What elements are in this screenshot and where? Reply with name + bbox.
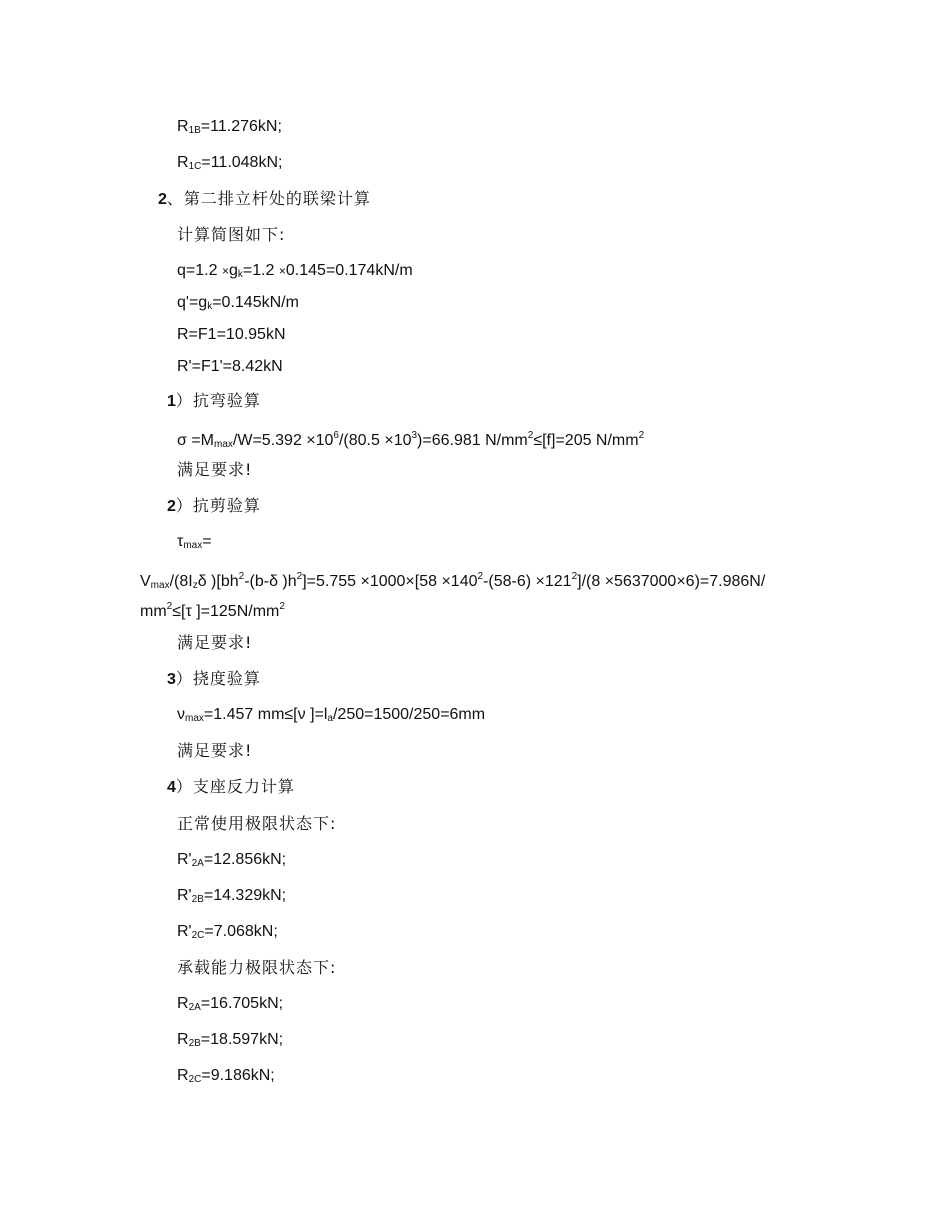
superscript: 2 <box>238 571 245 582</box>
check-4-heading <box>167 777 295 798</box>
subscript: 2A <box>191 858 204 869</box>
reaction-r1b <box>177 117 282 141</box>
symbol: R' <box>177 851 192 868</box>
subscript: max <box>183 540 203 551</box>
subscript: 2A <box>188 1002 201 1013</box>
superscript: 2 <box>296 571 303 582</box>
check-title: ）挠度验算 <box>175 669 261 688</box>
subscript: k <box>207 301 213 312</box>
superscript: 2 <box>166 601 173 612</box>
r-formula: R=F1=10.95kN <box>177 326 286 343</box>
f-e: ≤[f]=205 N/mm <box>533 432 639 449</box>
check-number: 2 <box>167 498 176 515</box>
check-3-heading <box>167 669 261 690</box>
symbol: R <box>177 118 189 135</box>
f-g: ]/(8 ×5637000×6)=7.986N/ <box>577 573 766 590</box>
service-caption: 正常使用极限状态下: <box>177 814 337 833</box>
subscript: max <box>185 713 204 724</box>
ultimate-caption: 承载能力极限状态下: <box>177 958 337 977</box>
diagram-caption: 计算简图如下: <box>177 225 286 244</box>
subscript: 2B <box>188 1038 201 1049</box>
value: =11.276kN; <box>200 118 282 135</box>
check-title: ）抗弯验算 <box>175 391 261 410</box>
f-b: =1.457 mm≤[ν ]=l <box>203 706 328 723</box>
f-a: ν <box>177 706 185 723</box>
section-number: 2 <box>158 191 167 208</box>
f-c: /250=1500/250=6mm <box>332 706 486 723</box>
times-sign: × <box>221 264 229 278</box>
f-b: ≤[τ ]=125N/mm <box>172 603 280 620</box>
superscript: 2 <box>638 430 645 441</box>
check-number: 4 <box>167 779 176 796</box>
f-e: ]=5.755 ×1000×[58 ×140 <box>302 573 478 590</box>
value: =16.705kN; <box>200 995 284 1012</box>
symbol: R' <box>177 887 192 904</box>
value: =12.856kN; <box>203 851 287 868</box>
f-b: /W=5.392 ×10 <box>232 432 334 449</box>
equals-sign: = <box>202 533 212 550</box>
shear-formula-line-2 <box>140 597 285 622</box>
q-part-b: g <box>228 262 238 279</box>
check-1-heading <box>167 391 261 412</box>
subscript: k <box>237 269 243 280</box>
subscript: max <box>150 580 170 591</box>
value: =11.048kN; <box>201 154 283 171</box>
qp-part-a: q'=g <box>177 294 208 311</box>
subscript: 2C <box>188 1074 202 1085</box>
times-sign: × <box>278 264 286 278</box>
superscript: 6 <box>333 430 339 441</box>
f-c: δ )[bh <box>197 573 239 590</box>
f-a: V <box>140 573 151 590</box>
q-prime-formula <box>177 293 299 317</box>
superscript: 2 <box>571 571 578 582</box>
reaction-r2a-service <box>177 850 286 874</box>
tau-label <box>177 532 212 556</box>
tau-symbol: τ <box>177 533 184 550</box>
reaction-r2c-service <box>177 922 278 946</box>
f-b: /(8I <box>169 573 193 590</box>
symbol: R <box>177 1031 189 1048</box>
f-a: σ =M <box>177 432 214 449</box>
subscript: max <box>214 439 233 450</box>
q-part-a: q=1.2 <box>177 262 222 279</box>
f-d: )=66.981 N/mm <box>417 432 528 449</box>
value: =14.329kN; <box>203 887 287 904</box>
r-prime-formula: R'=F1'=8.42kN <box>177 358 283 375</box>
superscript: 3 <box>411 430 418 441</box>
section-title: 、第二排立杆处的联梁计算 <box>166 189 371 208</box>
value: =18.597kN; <box>200 1031 284 1048</box>
check-number: 1 <box>167 393 176 410</box>
value: =9.186kN; <box>201 1067 275 1084</box>
q-part-c: =1.2 <box>242 262 279 279</box>
deflection-result: 满足要求! <box>177 741 253 760</box>
f-f: -(58-6) ×121 <box>483 573 572 590</box>
subscript: 2B <box>191 894 204 905</box>
reaction-r1c <box>177 153 282 177</box>
q-formula <box>177 261 413 285</box>
symbol: R' <box>177 923 192 940</box>
q-part-d: 0.145=0.174kN/m <box>285 262 413 279</box>
value: =7.068kN; <box>204 923 278 940</box>
bending-result: 满足要求! <box>177 460 253 479</box>
reaction-r2b-service <box>177 886 286 910</box>
subscript: z <box>192 580 198 591</box>
f-d: -(b-δ )h <box>244 573 297 590</box>
subscript: a <box>327 713 333 724</box>
qp-part-b: =0.145kN/m <box>212 294 299 311</box>
shear-result: 满足要求! <box>177 633 253 652</box>
section-2-heading <box>158 189 371 210</box>
check-2-heading <box>167 496 261 517</box>
superscript: 2 <box>477 571 484 582</box>
superscript: 2 <box>279 601 285 612</box>
reaction-r2b-ultimate <box>177 1030 283 1054</box>
superscript: 2 <box>527 430 534 441</box>
check-title: ）支座反力计算 <box>175 777 295 796</box>
reaction-r2c-ultimate <box>177 1066 275 1090</box>
subscript: 1C <box>188 161 202 172</box>
symbol: R <box>177 154 189 171</box>
deflection-formula <box>177 705 485 729</box>
subscript: 1B <box>188 125 201 136</box>
shear-formula-line-1 <box>140 567 765 596</box>
check-number: 3 <box>167 671 176 688</box>
symbol: R <box>177 1067 189 1084</box>
reaction-r2a-ultimate <box>177 994 283 1018</box>
f-a: mm <box>140 603 167 620</box>
symbol: R <box>177 995 189 1012</box>
subscript: 2C <box>191 930 205 941</box>
f-c: /(80.5 ×10 <box>338 432 412 449</box>
bending-formula <box>177 426 644 455</box>
check-title: ）抗剪验算 <box>175 496 261 515</box>
